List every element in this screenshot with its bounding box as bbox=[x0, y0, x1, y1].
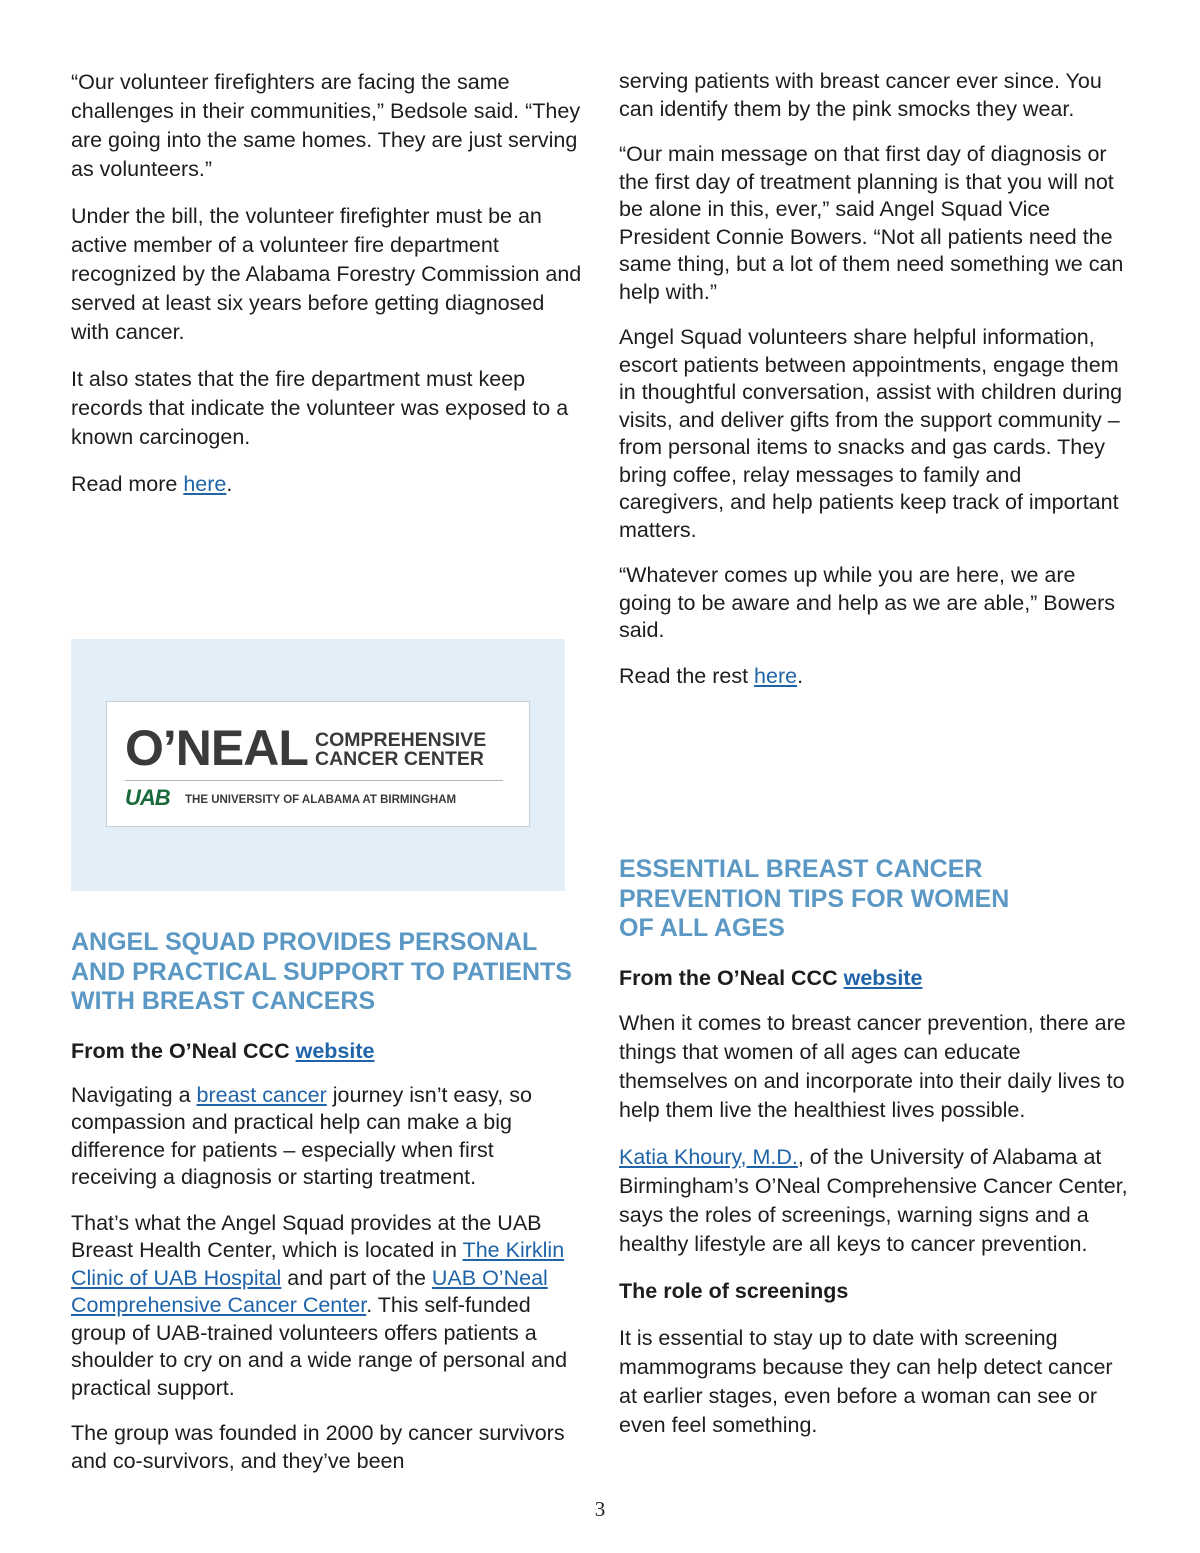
read-rest-line bbox=[619, 663, 1131, 691]
read-more-prefix: Read more bbox=[71, 472, 184, 496]
angel-p1-before: Navigating a bbox=[71, 1082, 197, 1107]
bowers-quote-paragraph: “Our main message on that first day of diagnosis or the first day of treatment planning is that you will not be alone in this, ever,” said Angel Squad Vice President Connie Bowers. “Not all patients need the same thing, but a lot of them need something we can help with.” bbox=[619, 142, 1124, 304]
breast-cancer-link[interactable]: breast cancer bbox=[196, 1082, 327, 1107]
angel-squad-heading: ANGEL SQUAD PROVIDES PERSONAL AND PRACTICAL SUPPORT TO PATIENTS WITH BREAST CANCERS bbox=[71, 928, 572, 1015]
bill-requirements-paragraph: Under the bill, the volunteer firefighter must be an active member of a volunteer fire department recognized by the Alabama Forestry Commission and served at least six years before getting diagnosed with cancer. bbox=[71, 204, 582, 344]
right-column bbox=[619, 68, 1131, 708]
logo-sub-line1: COMPREHENSIVE bbox=[315, 729, 487, 751]
prevention-source bbox=[619, 964, 1131, 993]
left-column bbox=[71, 68, 583, 517]
volunteer-services-paragraph: Angel Squad volunteers share helpful information, escort patients between appointments, engage them in thoughtful conversation, assist with children during visits, and deliver gifts from the support community – from personal items to snacks and gas cards. They bring coffee, relay messages to family and caregivers, and help patients keep track of important matters. bbox=[619, 325, 1123, 542]
page-number: 3 bbox=[594, 1497, 606, 1521]
read-more-line bbox=[71, 470, 583, 499]
read-more-link[interactable]: here bbox=[183, 472, 227, 496]
uab-logo-mark: UAB bbox=[125, 785, 170, 810]
angel-p2-middle: and part of the bbox=[281, 1265, 432, 1290]
prevention-intro-paragraph: When it comes to breast cancer prevention, there are things that women of all ages can educate themselves on and incorporate into their daily lives to help them live the healthiest lives possible. bbox=[619, 1010, 1126, 1122]
angel-source-website-link[interactable]: website bbox=[295, 1038, 375, 1063]
angel-p2-before: That’s what the Angel Squad provides at the UAB Breast Health Center, which is located in bbox=[71, 1210, 542, 1262]
firefighter-quote-paragraph: “Our volunteer firefighters are facing the same challenges in their communities,” Bedsole said. “They are going into the same homes. They are just serving as volunteers.” bbox=[71, 70, 581, 181]
angel-p1-after: journey isn’t easy, so compassion and practical help can make a big difference for patients – especially when first receiving a diagnosis or starting treatment. bbox=[71, 1082, 532, 1189]
oneal-logo-panel bbox=[71, 639, 565, 891]
logo-oneal-wordmark: O’NEAL bbox=[125, 720, 308, 776]
oneal-logo bbox=[106, 701, 530, 827]
oneal-center-link[interactable]: UAB O’Neal Comprehensive Cancer Center bbox=[71, 1265, 548, 1317]
logo-sub-line2: CANCER CENTER bbox=[315, 748, 485, 770]
carcinogen-records-paragraph: It also states that the fire department must keep records that indicate the volunteer was exposed to a known carcinogen. bbox=[71, 367, 569, 449]
pink-smocks-paragraph: serving patients with breast cancer ever since. You can identify them by the pink smocks they wear. bbox=[619, 69, 1102, 121]
prevention-source-prefix: From the O’Neal CCC bbox=[619, 965, 844, 990]
khoury-paragraph bbox=[619, 1143, 1131, 1259]
screenings-subheading: The role of screenings bbox=[619, 1278, 849, 1303]
logo-university-name: THE UNIVERSITY OF ALABAMA AT BIRMINGHAM bbox=[185, 794, 457, 806]
screenings-paragraph: It is essential to stay up to date with screening mammograms because they can help detect cancer at earlier stages, even before a woman can see or even feel something. bbox=[619, 1325, 1113, 1437]
read-rest-link[interactable]: here bbox=[754, 663, 798, 688]
logo-divider bbox=[125, 780, 503, 781]
angel-intro-paragraph bbox=[71, 1082, 583, 1192]
logo-center-name bbox=[315, 731, 486, 769]
read-rest-prefix: Read the rest bbox=[619, 663, 755, 688]
bowers-closing-quote-paragraph: “Whatever comes up while you are here, we are going to be aware and help as we are able,” Bowers said. bbox=[619, 563, 1116, 642]
angel-source-prefix: From the O’Neal CCC bbox=[71, 1038, 296, 1063]
angel-squad-article bbox=[71, 928, 583, 1493]
katia-khoury-link[interactable]: Katia Khoury, M.D. bbox=[619, 1144, 798, 1169]
prevention-source-website-link[interactable]: website bbox=[843, 965, 923, 990]
read-more-suffix: . bbox=[226, 472, 233, 496]
prevention-article bbox=[619, 855, 1131, 1458]
prevention-heading: ESSENTIAL BREAST CANCER PREVENTION TIPS FOR WOMEN OF ALL AGES bbox=[619, 855, 1010, 942]
angel-location-paragraph bbox=[71, 1210, 583, 1403]
angel-p2-after: . This self-funded group of UAB-trained volunteers offers patients a shoulder to cry on and a wide range of personal and practical support. bbox=[71, 1293, 568, 1400]
angel-squad-source bbox=[71, 1037, 583, 1066]
angel-founded-paragraph: The group was founded in 2000 by cancer survivors and co-survivors, and they’ve been bbox=[71, 1421, 565, 1473]
kirklin-clinic-link[interactable]: The Kirklin Clinic of UAB Hospital bbox=[71, 1238, 565, 1290]
khoury-paragraph-text: , of the University of Alabama at Birmingham’s O’Neal Comprehensive Cancer Center, says the roles of screenings, warning signs and a healthy lifestyle are all keys to cancer prevention. bbox=[619, 1144, 1128, 1256]
read-rest-suffix: . bbox=[797, 663, 804, 688]
